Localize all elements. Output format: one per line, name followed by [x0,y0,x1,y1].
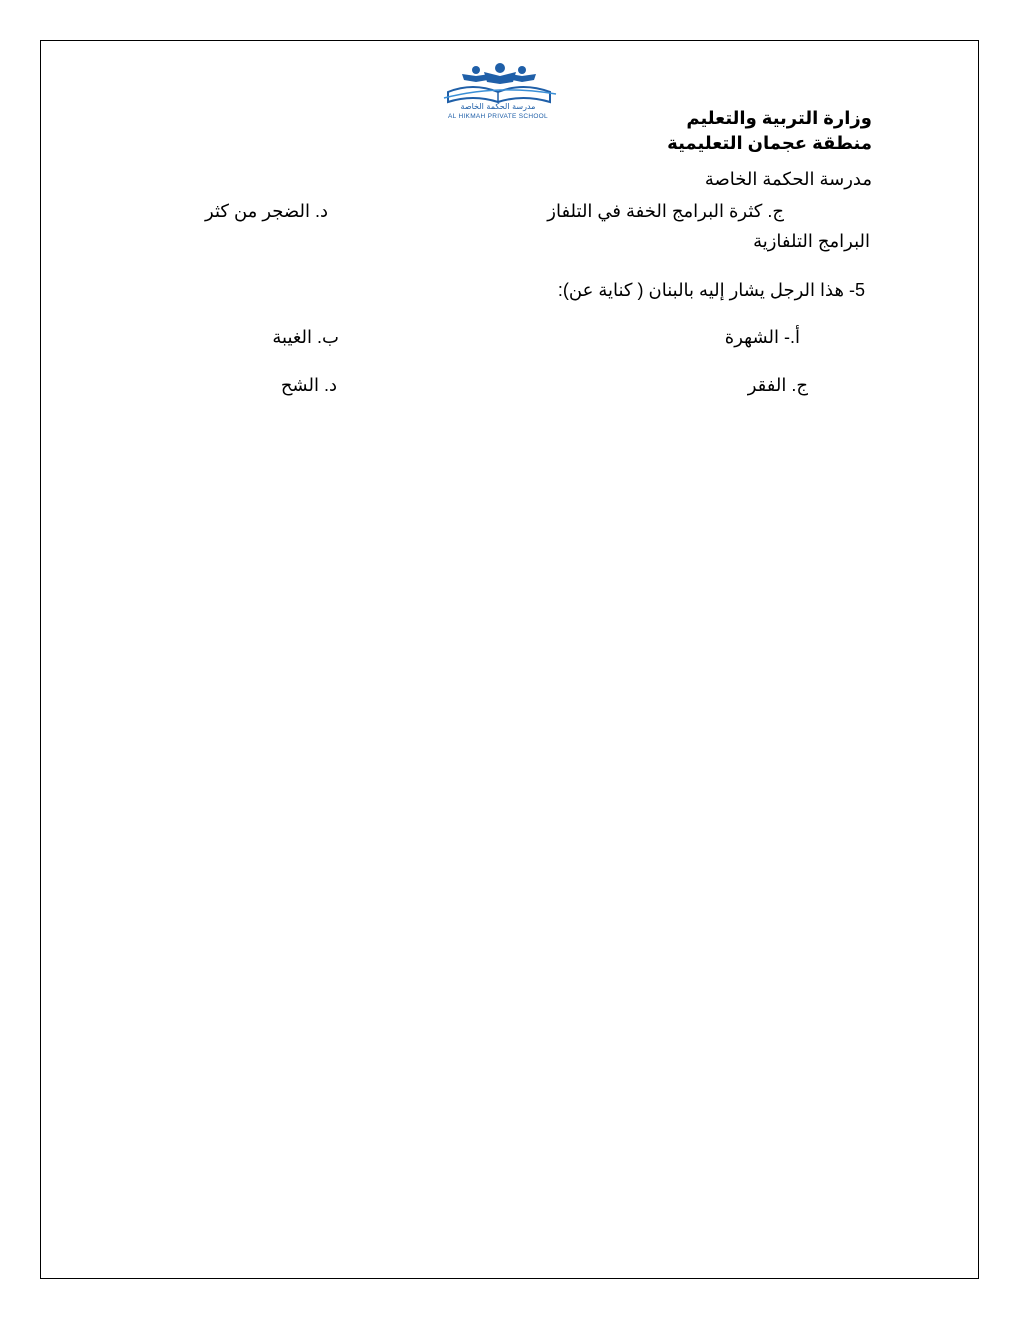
prev-option-d-line1: د. الضجر من كثر [205,201,328,221]
question-5-text: 5- هذا الرجل يشار إليه بالبنان ( كناية عن): [557,280,865,300]
q5-option-d: د. الشح [280,375,337,395]
q5-option-a: أ.- الشهرة [724,327,800,347]
school-logo-icon [418,62,578,120]
prev-option-c: ج. كثرة البرامج الخفة في التلفاز [547,201,784,221]
logo-english-name: AL HIKMAH PRIVATE SCHOOL [448,113,548,120]
prev-option-d-line2: البرامج التلفازية [753,231,870,251]
ministry-title: وزارة التربية والتعليم [686,108,872,128]
zone-title: منطقة عجمان التعليمية [667,133,872,153]
logo-arabic-name: مدرسة الحكمة الخاصة [460,102,536,111]
page-border [40,40,979,1279]
school-name: مدرسة الحكمة الخاصة [704,169,872,189]
q5-option-b: ب. الغيبة [272,327,339,347]
q5-option-c: ج. الفقر [747,375,808,395]
